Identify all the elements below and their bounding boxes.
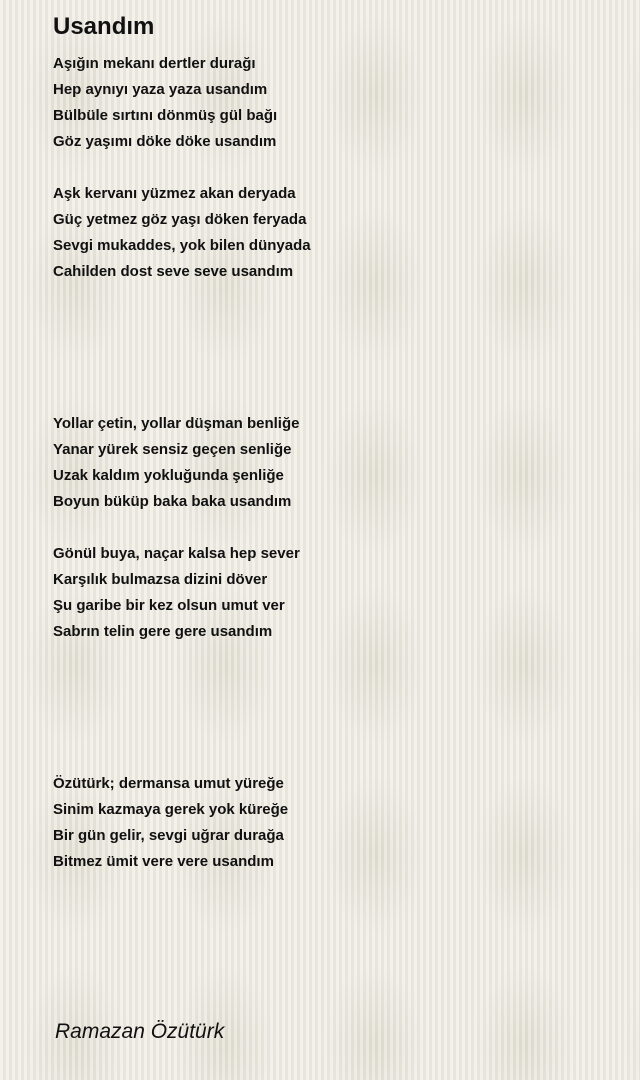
poem-line: Yanar yürek sensiz geçen senliğe bbox=[53, 441, 292, 458]
poem-title: Usandım bbox=[53, 13, 155, 40]
poem-line: Sinim kazmaya gerek yok küreğe bbox=[53, 801, 289, 818]
poem-line: Cahilden dost seve seve usandım bbox=[53, 263, 294, 280]
poem-line: Bülbüle sırtını dönmüş gül bağı bbox=[53, 107, 278, 124]
poem-author: Ramazan Özütürk bbox=[55, 1020, 225, 1043]
poem-line: Boyun büküp baka baka usandım bbox=[53, 493, 292, 510]
poem-line: Özütürk; dermansa umut yüreğe bbox=[53, 775, 284, 792]
poem-line: Güç yetmez göz yaşı döken feryada bbox=[53, 211, 307, 228]
stanza-1 bbox=[53, 51, 277, 155]
poem-line: Bir gün gelir, sevgi uğrar durağa bbox=[53, 827, 284, 844]
poem-line: Sevgi mukaddes, yok bilen dünyada bbox=[53, 237, 311, 254]
poem-line: Karşılık bulmazsa dizini döver bbox=[53, 571, 268, 588]
poem-line: Aşığın mekanı dertler durağı bbox=[53, 55, 256, 72]
stanza-5 bbox=[53, 771, 288, 875]
poem-line: Sabrın telin gere gere usandım bbox=[53, 623, 273, 640]
stanza-3 bbox=[53, 411, 299, 515]
poem-line: Aşk kervanı yüzmez akan deryada bbox=[53, 185, 296, 202]
poem-line: Şu garibe bir kez olsun umut ver bbox=[53, 597, 285, 614]
poem-line: Hep aynıyı yaza yaza usandım bbox=[53, 81, 268, 98]
poem-line: Gönül buya, naçar kalsa hep sever bbox=[53, 545, 300, 562]
stanza-2 bbox=[53, 181, 311, 285]
poem-line: Uzak kaldım yokluğunda şenliğe bbox=[53, 467, 284, 484]
poem-line: Bitmez ümit vere vere usandım bbox=[53, 853, 274, 870]
poem-line: Yollar çetin, yollar düşman benliğe bbox=[53, 415, 300, 432]
stanza-4 bbox=[53, 541, 300, 645]
poem-line: Göz yaşımı döke döke usandım bbox=[53, 133, 277, 150]
